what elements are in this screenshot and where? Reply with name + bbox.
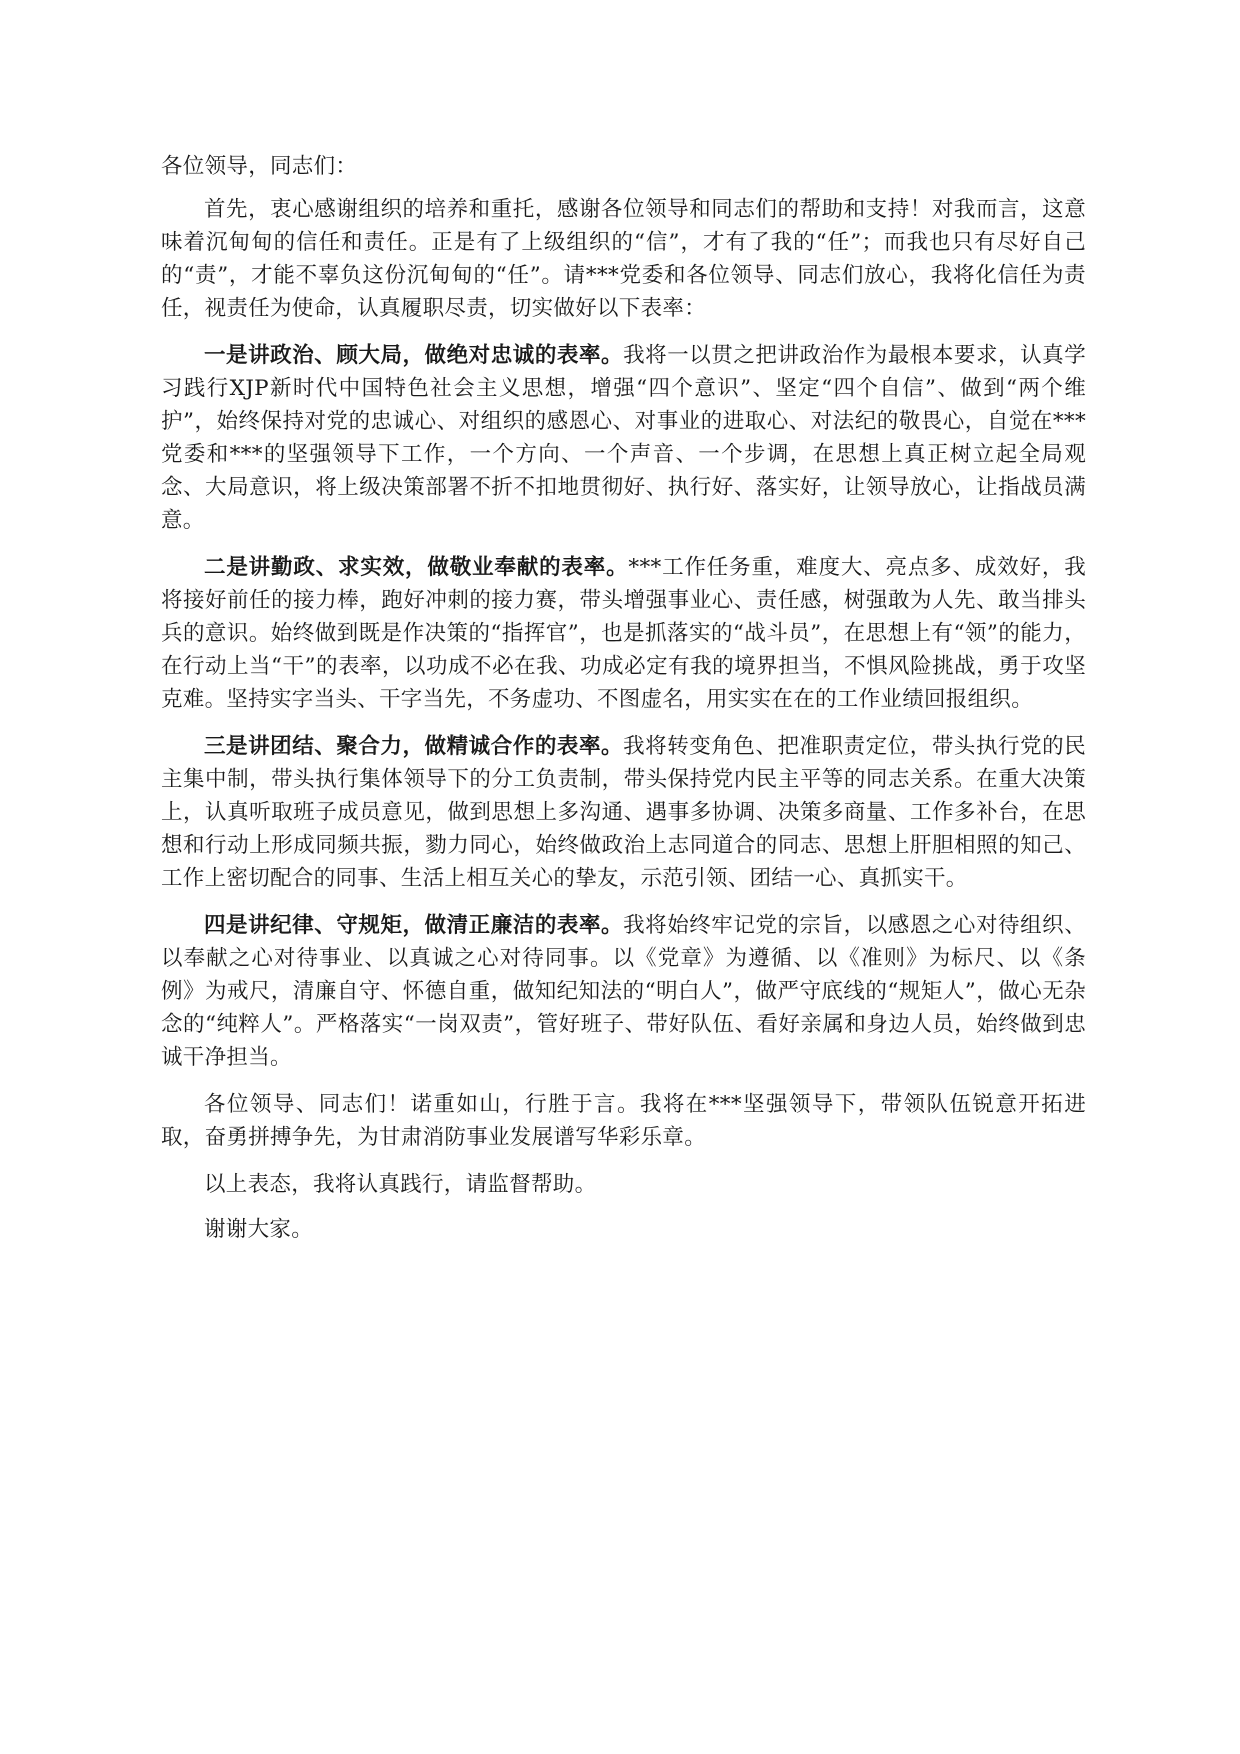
paragraph-body: 以上表态，我将认真践行，请监督帮助。: [204, 1172, 597, 1197]
paragraph-thanks: [161, 1213, 1086, 1246]
paragraph-lead: 一是讲政治、顾大局，做绝对忠诚的表率。: [204, 343, 624, 368]
paragraph-closing: [161, 1088, 1086, 1154]
paragraph-intro: [161, 193, 1086, 325]
paragraph-body: 我将始终牢记党的宗旨，以感恩之心对待组织、以奉献之心对待事业、以真诚之心对待同事。以《党章》为遵循、以《准则》为标尺、以《条例》为戒尺，清廉自守、怀德自重，做知纪知法的“明白人”，做严守底线的“规矩人”，做心无杂念的“纯粹人”。严格落实“一岗双责”，管好班子、带好队伍、看好亲属和身边人员，始终做到忠诚干净担当。: [161, 913, 1087, 1070]
paragraph-body: ***工作任务重，难度大、亮点多、成效好，我将接好前任的接力棒，跑好冲刺的接力赛，带头增强事业心、责任感，树强敢为人先、敢当排头兵的意识。始终做到既是作决策的“指挥官”，也是抓落实的“战斗员”，在思想上有“领”的能力，在行动上当“干”的表率，以功成不必在我、功成必定有我的境界担当，不惧风险挑战，勇于攻坚克难。坚持实字当头、干字当先，不务虚功、不图虚名，用实实在在的工作业绩回报组织。: [161, 555, 1086, 712]
paragraph-body: 我将转变角色、把准职责定位，带头执行党的民主集中制，带头执行集体领导下的分工负责制，带头保持党内民主平等的同志关系。在重大决策上，认真听取班子成员意见，做到思想上多沟通、遇事多协调、决策多商量、工作多补台，在思想和行动上形成同频共振，勠力同心，始终做政治上志同道合的同志、思想上肝胆相照的知己、工作上密切配合的同事、生活上相互关心的挚友，示范引领、团结一心、真抓实干。: [161, 734, 1087, 891]
paragraph-diligence: [161, 551, 1086, 716]
paragraph-body: 谢谢大家。: [204, 1217, 314, 1242]
paragraph-lead: 三是讲团结、聚合力，做精诚合作的表率。: [204, 734, 624, 759]
paragraph-body: 各位领导、同志们！诺重如山，行胜于言。我将在***坚强领导下，带领队伍锐意开拓进取，奋勇拼搏争先，为甘肃消防事业发展谱写华彩乐章。: [161, 1092, 1086, 1150]
paragraph-body: 我将一以贯之把讲政治作为最根本要求，认真学习践行XJP新时代中国特色社会主义思想，增强“四个意识”、坚定“四个自信”、做到“两个维护”，始终保持对党的忠诚心、对组织的感恩心、对事业的进取心、对法纪的敬畏心，自觉在***党委和***的坚强领导下工作，一个方向、一个声音、一个步调，在思想上真正树立起全局观念、大局意识，将上级决策部署不折不扣地贯彻好、执行好、落实好，让领导放心，让指战员满意。: [161, 343, 1087, 533]
paragraph-politics: [161, 339, 1086, 537]
paragraph-unity: [161, 730, 1086, 895]
paragraph-lead: 二是讲勤政、求实效，做敬业奉献的表率。: [204, 555, 629, 580]
paragraph-commitment: [161, 1168, 1086, 1201]
salutation: 各位领导，同志们：: [161, 154, 358, 179]
paragraph-discipline: [161, 909, 1086, 1074]
paragraph-lead: 四是讲纪律、守规矩，做清正廉洁的表率。: [204, 913, 624, 938]
document-page: [161, 150, 1086, 1258]
paragraph-body: 首先，衷心感谢组织的培养和重托，感谢各位领导和同志们的帮助和支持！对我而言，这意味着沉甸甸的信任和责任。正是有了上级组织的“信”，才有了我的“任”；而我也只有尽好自己的“责”，才能不辜负这份沉甸甸的“任”。请***党委和各位领导、同志们放心，我将化信任为责任，视责任为使命，认真履职尽责，切实做好以下表率：: [161, 197, 1086, 321]
